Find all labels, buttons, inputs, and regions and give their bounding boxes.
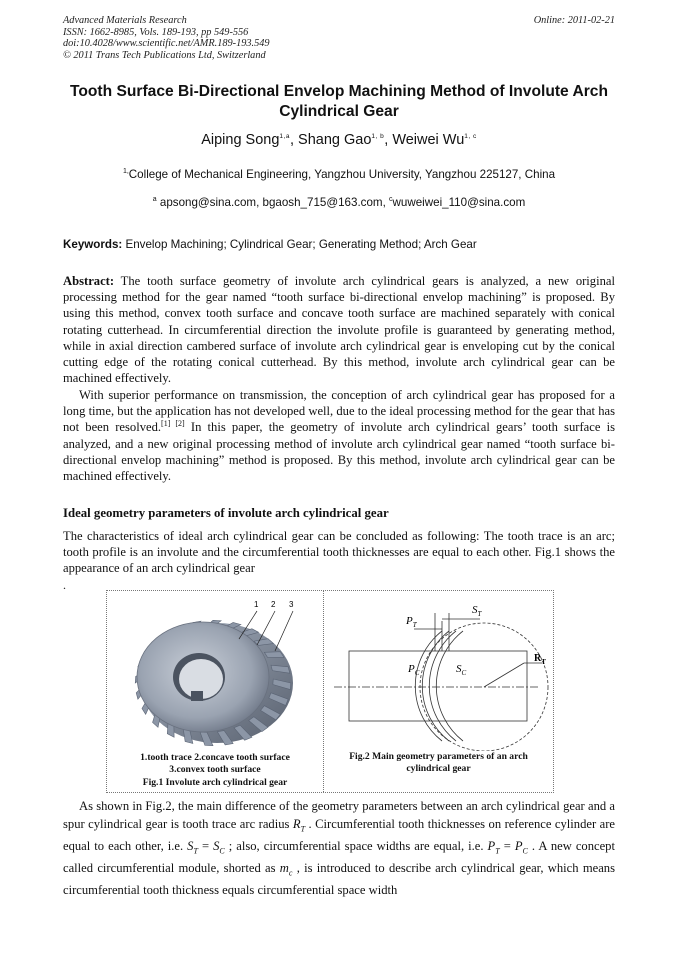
- fig1-caption-line-1: 1.tooth trace 2.concave tooth surface: [140, 752, 290, 763]
- fig2-caption-line-1: Fig.2 Main geometry parameters of an arch: [349, 751, 528, 762]
- figure-2: [324, 591, 553, 792]
- intro-text-1: With superior performance on transmission, the conception of arch cylindrical gear has proposed for a long time, but the application has not developed well, due to the ideal processing method for the gear that has not been resolved.: [63, 388, 615, 435]
- author-sup: 1, c: [464, 133, 477, 140]
- tooth-arc-2: [422, 631, 449, 741]
- keywords-text: Envelop Machining; Cylindrical Gear; Generating Method; Arch Gear: [122, 238, 477, 251]
- intro-text-2: In this paper, the geometry of involute arch cylindrical gears’ tooth surface is analyzed, and a new original processing method of involute arch cylindrical gear named “tooth surface bi-directional envelop machining” method is proposed. By this method, involute arch cylindrical gear can be machined effectively.: [63, 420, 615, 484]
- radius-leader: [484, 663, 524, 687]
- author-list: [0, 132, 678, 148]
- affiliation-sup: 1,: [122, 168, 129, 175]
- emails: [0, 196, 678, 209]
- fig2-discussion: [63, 798, 615, 899]
- title-line-2: Cylindrical Gear: [279, 103, 399, 120]
- author-sep: ,: [289, 132, 299, 148]
- citation: [1] [2]: [161, 419, 185, 429]
- doi-line: doi:10.4028/www.scientific.net/AMR.189-193.549: [63, 38, 270, 50]
- gear-illustration: [107, 591, 323, 751]
- gear-outline: [349, 651, 527, 721]
- figure-panel: [106, 590, 554, 793]
- author-name: Weiwei Wu: [392, 132, 465, 148]
- gear-label-3: 3: [289, 600, 294, 609]
- stray-dot: .: [63, 578, 66, 592]
- tooth-arc-4: [436, 631, 463, 741]
- gear-label-2: 2: [271, 600, 276, 609]
- fig1-caption: [107, 752, 323, 789]
- fig2-caption: [324, 751, 553, 776]
- text-part-1: As shown in Fig.2, the main difference of the geometry parameters between an arch cylindrical gear and a spur cylindrical gear is tooth trace arc radius: [63, 799, 615, 831]
- affiliation: [0, 168, 678, 181]
- keywords-label: Keywords:: [63, 238, 123, 251]
- abstract-label: Abstract:: [63, 274, 115, 288]
- author-name: Aiping Song: [201, 132, 280, 148]
- text-part-3: ; also, circumferential space widths are equal, i.e.: [224, 838, 488, 853]
- journal-name: Advanced Materials Research: [63, 15, 187, 26]
- text-part-5: , is introduced to describe arch cylindrical gear, which means circumferential tooth thickness equals circumferential space width: [63, 860, 615, 897]
- email-sup-c: c: [389, 196, 393, 203]
- figure-1: [107, 591, 323, 792]
- leader-3: [275, 611, 293, 651]
- label-st: $S_T$: [472, 604, 482, 618]
- tooth-arc-3: [429, 631, 456, 741]
- label-sc: $S_C$: [456, 663, 467, 677]
- email-list: apsong@sina.com, bgaosh_715@163.com,: [156, 196, 390, 209]
- text-part-2: . Circumferential tooth thicknesses on reference cylinder are equal to each other, i.e.: [63, 816, 615, 853]
- label-pt: $P_T$: [406, 615, 417, 629]
- author-name: Shang Gao: [298, 132, 372, 148]
- email-sup-a: a: [152, 196, 157, 203]
- gear-tooth: [264, 652, 284, 658]
- math-rt: $R_T$: [292, 816, 306, 834]
- fig1-caption-line-2: 3.convex tooth surface: [169, 764, 261, 776]
- section-paragraph: The characteristics of ideal arch cylindrical gear can be concluded as following: The tooth trace is an arc; tooth profile is an involute and the circumferential tooth thicknesses are equal to each other. Fig.1 shows the appearance of an arch cylindrical gear: [63, 529, 615, 576]
- math-pt-eq-pc: $P_T = P_C$: [487, 838, 528, 856]
- geometry-diagram: [324, 591, 553, 751]
- fig2-caption-line-2: cylindrical gear: [406, 763, 471, 775]
- fig1-caption-line-3: Fig.1 Involute arch cylindrical gear: [142, 776, 288, 788]
- abstract: [63, 273, 615, 386]
- issn-line: ISSN: 1662-8985, Vols. 189-193, pp 549-556: [63, 26, 249, 38]
- online-date: Online: 2011-02-21: [533, 15, 615, 26]
- gear-label-1: 1: [254, 600, 259, 609]
- title-line-1: Tooth Surface Bi-Directional Envelop Machining Method of Involute Arch: [69, 83, 608, 100]
- email-c: wuweiwei_110@sina.com: [392, 196, 526, 209]
- keywords: [63, 238, 623, 251]
- math-st-eq-sc: $S_T = S_C$: [187, 838, 225, 856]
- tooth-arc-1: [415, 631, 442, 741]
- abstract-text: The tooth surface geometry of involute arch cylindrical gears is analyzed, a new original processing method for the gear named “tooth surface bi-directional envelop machining” is proposed. By using this method, convex tooth surface and concave tooth surface are machined separately with conical rotating cutterhead. In circumferential direction the involute profile is guaranteed by generating method, while in axial direction cambered surface of involute arch cylindrical gear is enveloping cut by the conical cutting edge of the rotating conical cutterhead. By this method, involute arch cylindrical gear can be machined effectively.: [63, 274, 615, 386]
- author-sep: ,: [384, 132, 393, 148]
- section-heading: Ideal geometry parameters of involute arch cylindrical gear: [63, 506, 389, 520]
- math-mc: $m_c$: [279, 860, 293, 878]
- copyright-line: © 2011 Trans Tech Publications Ltd, Switzerland: [63, 49, 266, 61]
- author-sup: 1, b: [371, 133, 385, 140]
- journal-header: [63, 15, 615, 61]
- text-part-4: . A new concept called circumferential module, shorted as: [63, 838, 615, 875]
- affiliation-text: College of Mechanical Engineering, Yangzhou University, Yangzhou 225127, China: [128, 168, 556, 181]
- label-rt: $R_T$: [534, 653, 546, 666]
- author-sup: 1,a: [279, 133, 290, 140]
- gear-body: [135, 620, 293, 745]
- paper-title: [50, 82, 628, 122]
- intro-paragraph: [63, 387, 615, 484]
- label-pc: $P_C$: [408, 663, 420, 677]
